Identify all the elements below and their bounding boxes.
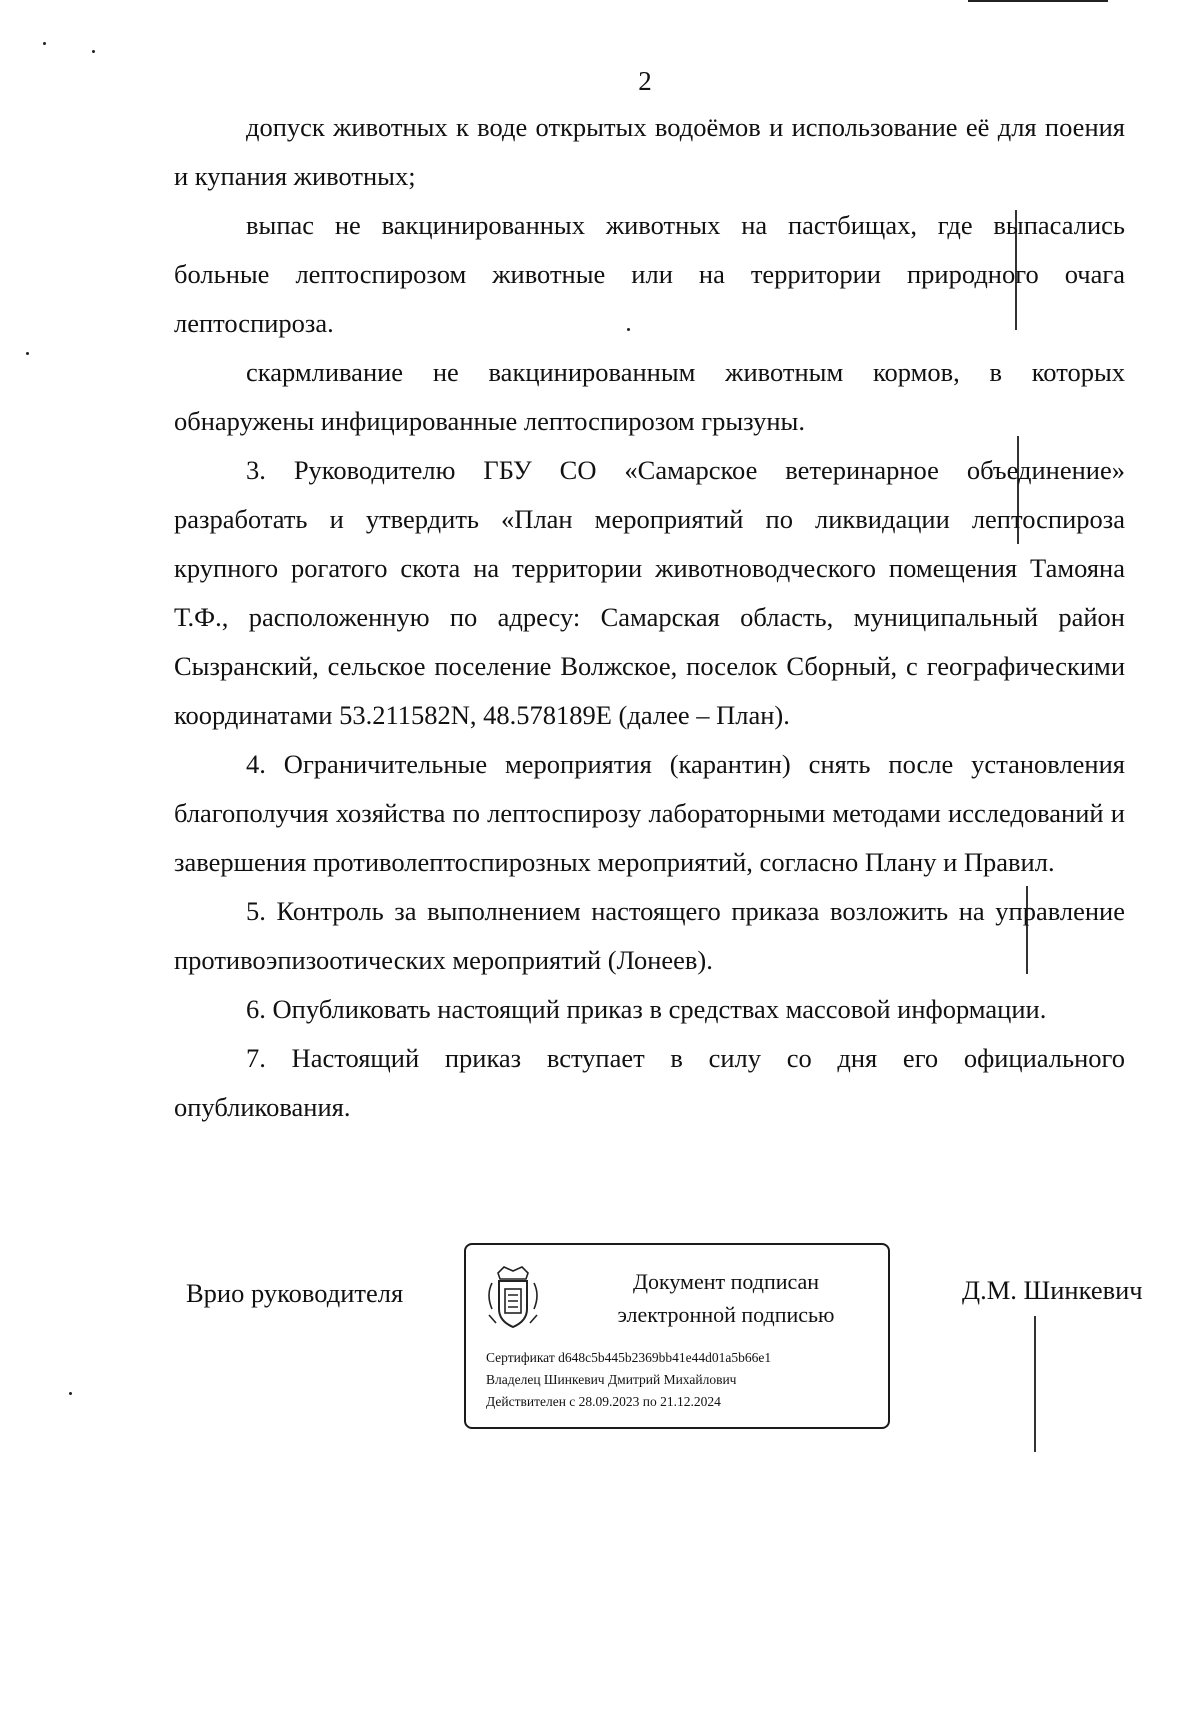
electronic-signature-stamp	[464, 1243, 890, 1429]
body-paragraph: скармливание не вакцинированным животным кормов, в которых обнаружены инфицированные лептоспирозом грызуны.	[174, 357, 1125, 436]
stamp-title	[576, 1265, 876, 1331]
scan-speck	[92, 50, 95, 53]
body-paragraph: 4. Ограничительные мероприятия (карантин) снять после установления благополучия хозяйства по лептоспирозу лабораторными методами исследований и завершения противолептоспирозных мероприятий, согласно Плану и Правил.	[174, 749, 1125, 877]
scan-speck	[43, 42, 46, 45]
page-number: 2	[638, 66, 652, 96]
stamp-title-line: Документ подписан	[632, 1269, 820, 1294]
body-paragraph: допуск животных к воде открытых водоёмов и использование её для поения и купания животных;	[174, 112, 1125, 191]
signature-block	[0, 1243, 1200, 1443]
stamp-title-line: электронной подписью	[617, 1302, 835, 1327]
body-paragraph: 7. Настоящий приказ вступает в силу со дня его официального опубликования.	[174, 1043, 1125, 1122]
scan-speck	[26, 352, 29, 355]
signer-position: Врио руководителя	[186, 1278, 404, 1308]
stamp-details	[486, 1347, 771, 1413]
scan-edge-line	[968, 0, 1108, 2]
body-paragraph: 6. Опубликовать настоящий приказ в средствах массовой информации.	[246, 994, 1047, 1024]
document-body	[174, 103, 1125, 1132]
body-paragraph: выпас не вакцинированных животных на пастбищах, где выпасались больные лептоспирозом животные или на территории природного очага лептоспироза.	[174, 210, 1125, 338]
body-paragraph: 5. Контроль за выполнением настоящего приказа возложить на управление противоэпизоотических мероприятий (Лонеев).	[174, 896, 1125, 975]
coat-of-arms-icon	[486, 1265, 540, 1331]
signer-name: Д.М. Шинкевич	[962, 1275, 1143, 1305]
stamp-owner: Владелец Шинкевич Дмитрий Михайлович	[486, 1372, 737, 1387]
stamp-validity: Действителен с 28.09.2023 по 21.12.2024	[486, 1394, 721, 1409]
body-paragraph: 3. Руководителю ГБУ СО «Самарское ветеринарное объединение» разработать и утвердить «План мероприятий по ликвидации лептоспироза крупного рогатого скота на территории животноводческого помещения Тамояна Т.Ф., расположенную по адресу: Самарская область, муниципальный район Сызранский, сельское поселение Волжское, поселок Сборный, с географическими координатами 53.211582N, 48.578189E (далее – План).	[174, 455, 1125, 730]
stamp-certificate: Сертификат d648c5b445b2369bb41e44d01a5b66e1	[486, 1350, 772, 1365]
